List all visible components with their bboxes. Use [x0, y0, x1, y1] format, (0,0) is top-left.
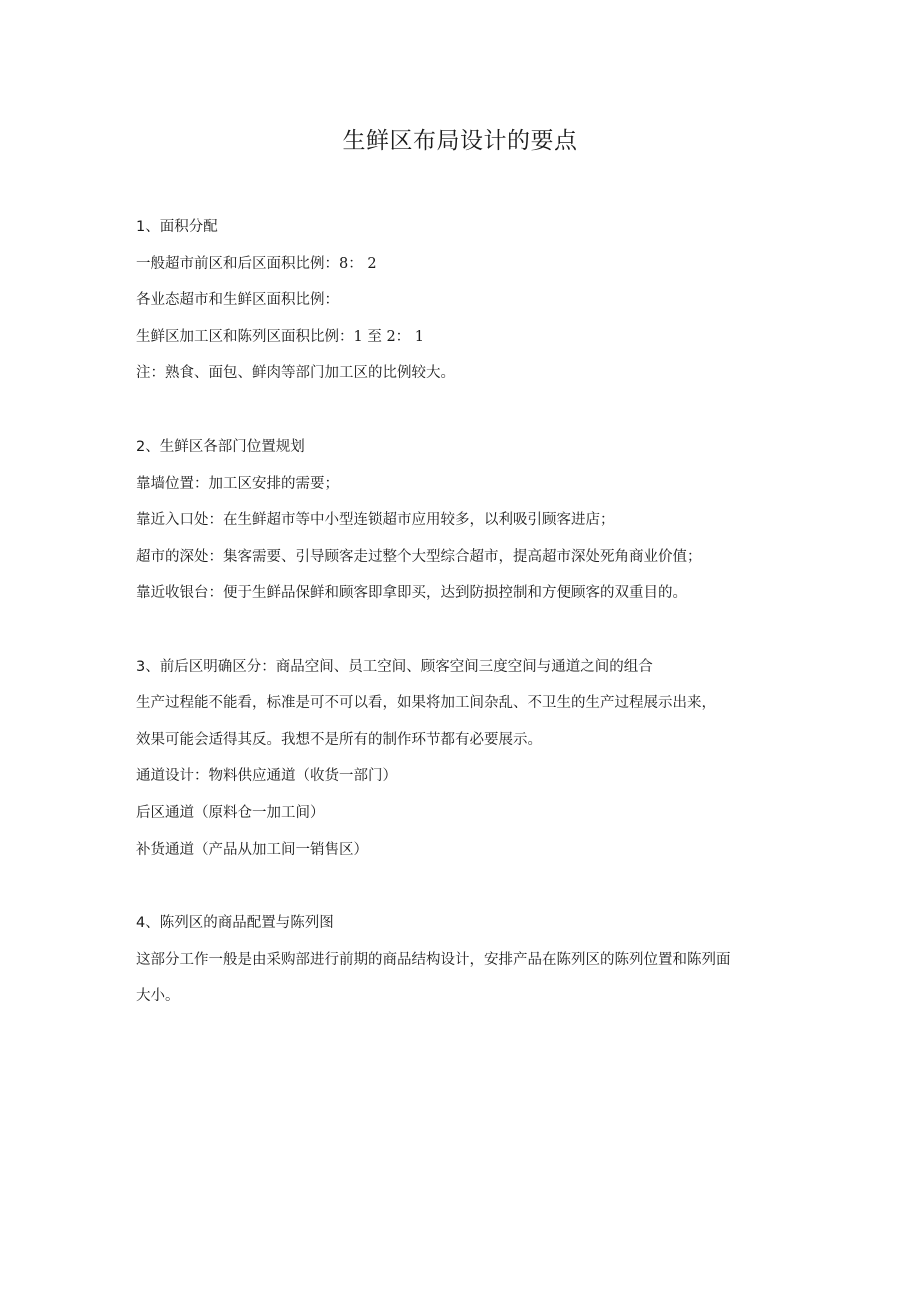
section-2-line-4: 靠近收银台：便于生鲜品保鲜和顾客即拿即买，达到防损控制和方便顾客的双重目的。 — [136, 585, 687, 601]
section-4-line-1: 这部分工作一般是由采购部进行前期的商品结构设计，安排产品在陈列区的陈列位置和陈列面 — [136, 952, 731, 968]
section-4-heading: 4、陈列区的商品配置与陈列图 — [136, 915, 334, 931]
section-3-line-1: 生产过程能不能看，标准是可不可以看，如果将加工间杂乱、不卫生的生产过程展示出来， — [136, 695, 716, 711]
section-3-line-3: 通道设计：物料供应通道（收货一部门） — [136, 768, 397, 784]
section-3-line-5: 补货通道（产品从加工间一销售区） — [136, 842, 368, 858]
section-1-line-2: 各业态超市和生鲜区面积比例： — [136, 292, 339, 308]
section-3-heading: 3、前后区明确区分：商品空间、员工空间、顾客空间三度空间与通道之间的组合 — [136, 659, 653, 675]
section-1-line-1: 一般超市前区和后区面积比例：8： 2 — [136, 256, 377, 272]
document-title: 生鲜区布局设计的要点 — [342, 128, 578, 154]
section-2-line-2: 靠近入口处：在生鲜超市等中小型连锁超市应用较多，以利吸引顾客进店； — [136, 512, 615, 528]
section-1-heading: 1、面积分配 — [136, 219, 218, 235]
section-1-line-4: 注：熟食、面包、鲜肉等部门加工区的比例较大。 — [136, 365, 455, 381]
section-2-line-1: 靠墙位置：加工区安排的需要； — [136, 476, 339, 492]
section-3-line-2: 效果可能会适得其反。我想不是所有的制作环节都有必要展示。 — [136, 732, 542, 748]
section-2-line-3: 超市的深处：集客需要、引导顾客走过整个大型综合超市，提高超市深处死角商业价值； — [136, 549, 702, 565]
section-3-line-4: 后区通道（原料仓一加工间） — [136, 805, 325, 821]
section-1-line-3: 生鲜区加工区和陈列区面积比例：1 至 2： 1 — [136, 329, 425, 345]
section-2-heading: 2、生鲜区各部门位置规划 — [136, 439, 305, 455]
section-4-line-2: 大小。 — [136, 988, 180, 1004]
